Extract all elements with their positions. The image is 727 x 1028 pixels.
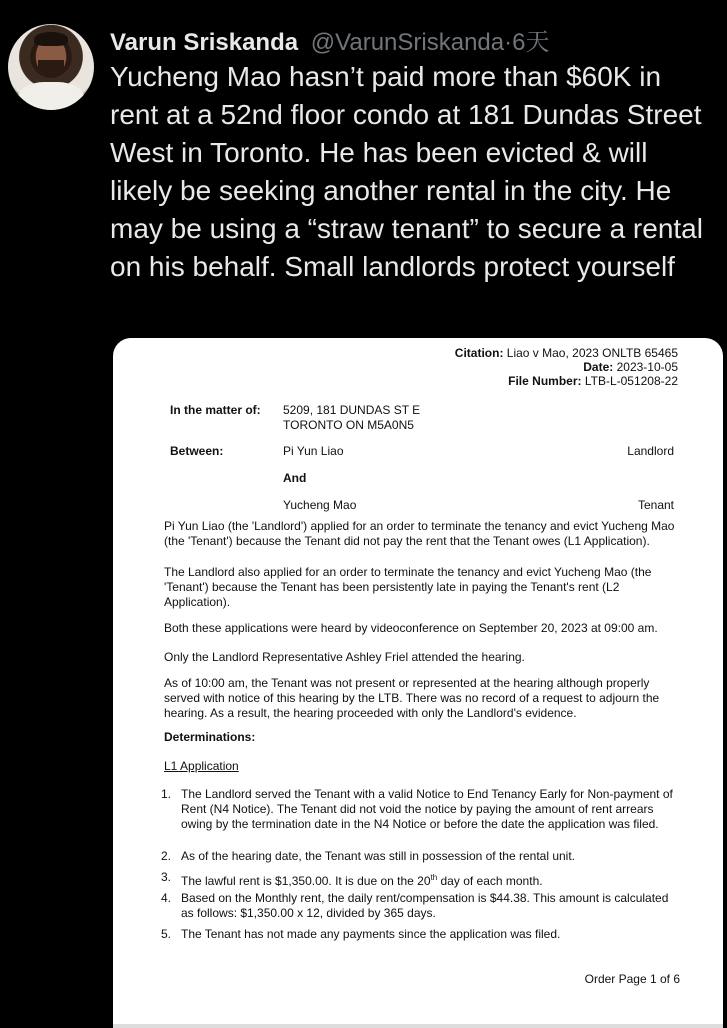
file-number-value: LTB-L-051208-22 — [584, 374, 678, 388]
determination-item-2 — [161, 849, 683, 864]
item-number: 1. — [161, 787, 172, 801]
date-value: 2023-10-05 — [616, 360, 678, 374]
determination-item-3 — [161, 870, 683, 889]
determination-item-1 — [161, 787, 683, 832]
item-text: Based on the Monthly rent, the daily rent/compensation is $44.38. This amount is calculated as follows: $1,350.00 x 12, divided by 365 days. — [181, 891, 669, 920]
and-label: And — [283, 471, 307, 485]
date-label: Date: — [583, 360, 614, 374]
tweet-text: Yucheng Mao hasn’t paid more than $60K in rent at a 52nd floor condo at 181 Dundas Street West in Toronto. He has been evicted & will likely be seeking another rental in the city. He may be using a “straw tenant” to secure a rental on his behalf. Small landlords protect yourself — [110, 61, 703, 282]
paragraph-1: Pi Yun Liao (the 'Landlord') applied for an order to terminate the tenancy and evict Yucheng Mao (the 'Tenant') because the Tenant did not pay the rent that the Tenant owes (L1 Application). — [164, 519, 675, 548]
matter-label: In the matter of: — [170, 403, 261, 417]
paragraph-3: Both these applications were heard by videoconference on September 20, 2023 at 09:00 am. — [164, 621, 658, 635]
address-line1: 5209, 181 DUNDAS ST E — [283, 403, 421, 417]
determination-item-4 — [161, 891, 683, 921]
item-number: 2. — [161, 849, 172, 863]
separator-dot: · — [504, 29, 513, 56]
tweet-time[interactable]: 6天 — [512, 29, 550, 56]
item-text: As of the hearing date, the Tenant was still in possession of the rental unit. — [181, 849, 576, 863]
item-text: The Landlord served the Tenant with a valid Notice to End Tenancy Early for Non-payment of Rent (N4 Notice). The Tenant did not void the notice by paying the amount of rent arrears owing by the termination date in the N4 Notice or before the date the application was filed. — [181, 787, 673, 831]
landlord-role: Landlord — [627, 444, 674, 458]
file-number-label: File Number: — [508, 374, 582, 388]
citation-value: Liao v Mao, 2023 ONLTB 65465 — [506, 346, 678, 360]
l1-application-heading: L1 Application — [164, 759, 239, 773]
item-number: 3. — [161, 870, 172, 884]
tenant-role: Tenant — [637, 498, 674, 512]
author-handle[interactable]: @VarunSriskanda — [310, 29, 505, 56]
paragraph-5: As of 10:00 am, the Tenant was not present or represented at the hearing although properly served with notice of this hearing by the LTB. There was no record of a request to adjourn the hearing. As a result, the hearing proceeded with only the Landlord's evidence. — [164, 676, 660, 720]
determinations-heading: Determinations: — [164, 730, 256, 744]
paragraph-2: The Landlord also applied for an order to terminate the tenancy and evict Yucheng Mao (the 'Tenant') because the Tenant has been persistently late in paying the Tenant's rent (L2 Application). — [164, 565, 652, 609]
item-number: 5. — [161, 927, 172, 941]
author-avatar[interactable] — [8, 24, 94, 110]
item-superscript: th — [430, 873, 438, 882]
item-text-before: The lawful rent is $1,350.00. It is due on the 20 — [181, 874, 431, 888]
between-label: Between: — [170, 444, 224, 458]
paragraph-4: Only the Landlord Representative Ashley Friel attended the hearing. — [164, 650, 525, 664]
landlord-name: Pi Yun Liao — [283, 444, 344, 458]
item-number: 4. — [161, 891, 172, 905]
tenant-name: Yucheng Mao — [283, 498, 357, 512]
item-text: The Tenant has not made any payments since the application was filed. — [181, 927, 561, 941]
avatar-beard — [38, 60, 64, 78]
page-bottom-edge — [113, 1024, 723, 1028]
avatar-hair — [34, 32, 68, 46]
determination-item-5 — [161, 927, 683, 942]
citation-block — [455, 346, 678, 388]
item-text-after: day of each month. — [437, 874, 543, 888]
attached-document-image[interactable] — [113, 338, 723, 1028]
citation-label: Citation: — [454, 346, 504, 360]
author-name[interactable]: Varun Sriskanda — [110, 29, 299, 56]
address-line2: TORONTO ON M5A0N5 — [283, 418, 414, 432]
page-footer: Order Page 1 of 6 — [584, 972, 680, 986]
tweet-header — [110, 22, 549, 57]
avatar-shirt — [18, 82, 84, 110]
